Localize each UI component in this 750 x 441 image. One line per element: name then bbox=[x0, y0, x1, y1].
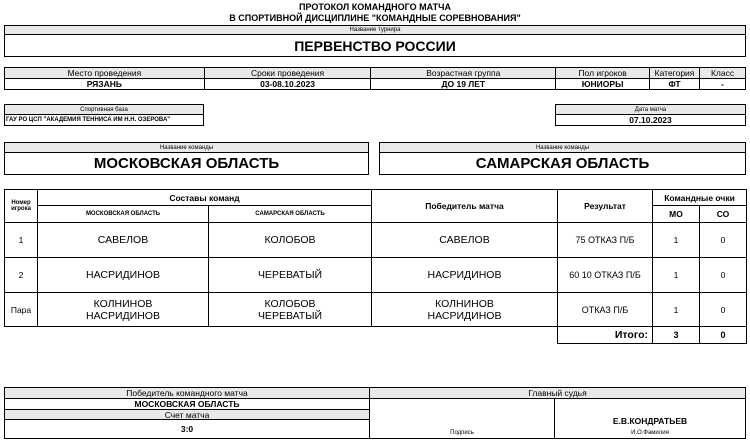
team-winner-label: Победитель командного матча bbox=[5, 388, 369, 399]
category-value: ФТ bbox=[650, 79, 700, 90]
score-value: 3:0 bbox=[180, 424, 194, 434]
row-winner: КОЛНИНОВ bbox=[435, 297, 494, 310]
tournament-label: Название турнира bbox=[5, 26, 745, 35]
row-team1-player: КОЛНИНОВ bbox=[93, 297, 153, 310]
row-team1-players bbox=[38, 293, 209, 327]
match-date-box bbox=[555, 104, 746, 126]
team2-box bbox=[379, 142, 746, 175]
header-co: СО bbox=[700, 206, 747, 223]
header-lineups: Составы команд bbox=[38, 190, 372, 206]
row-team1-player: НАСРИДИНОВ bbox=[38, 258, 209, 293]
class-label: Класс bbox=[700, 68, 746, 79]
row-team2-player: ЧЕРЕВАТЫЙ bbox=[209, 258, 372, 293]
judge-name: Е.В.КОНДРАТЬЕВ bbox=[612, 416, 688, 426]
table-row bbox=[5, 258, 747, 293]
dates-label: Сроки проведения bbox=[204, 68, 371, 79]
row-team2-player: ЧЕРЕВАТЫЙ bbox=[257, 309, 323, 322]
header-player-number bbox=[5, 190, 38, 223]
row-number: Пара bbox=[5, 293, 38, 327]
team1-box bbox=[4, 142, 369, 175]
total-mo: 3 bbox=[653, 327, 700, 344]
row-result: 60 10 ОТКАЗ П/Б bbox=[558, 258, 653, 293]
judge-name-label: И.О.Фамилия bbox=[631, 429, 669, 436]
head-judge-label: Главный судья bbox=[370, 388, 745, 399]
header-mo: МО bbox=[653, 206, 700, 223]
row-team2-player: КОЛОБОВ bbox=[264, 297, 316, 310]
row-team2-player: КОЛОБОВ bbox=[209, 223, 372, 258]
total-co: 0 bbox=[700, 327, 747, 344]
row-number: 1 bbox=[5, 223, 38, 258]
protocol-title-line1: ПРОТОКОЛ КОМАНДНОГО МАТЧА bbox=[299, 2, 451, 12]
table-row bbox=[5, 293, 747, 327]
row-result: 75 ОТКАЗ П/Б bbox=[558, 223, 653, 258]
category-label: Категория bbox=[650, 68, 700, 79]
row-winner: САВЕЛОВ bbox=[372, 223, 558, 258]
team1-label: Название команды bbox=[5, 143, 368, 153]
match-date-value: 07.10.2023 bbox=[629, 115, 672, 125]
score-label: Счет матча bbox=[5, 410, 369, 420]
header-number-line1: Номер bbox=[11, 200, 31, 206]
age-label: Возрастная группа bbox=[371, 68, 556, 79]
total-label: Итого: bbox=[558, 327, 653, 344]
row-mo-points: 1 bbox=[653, 258, 700, 293]
header-number-line2: игрока bbox=[11, 206, 31, 212]
signature-label: Подпись bbox=[450, 429, 474, 436]
place-label: Место проведения bbox=[5, 68, 205, 79]
header-result: Результат bbox=[558, 190, 653, 223]
row-winner: НАСРИДИНОВ bbox=[427, 309, 502, 322]
footer-box bbox=[4, 387, 746, 439]
age-value: ДО 19 ЛЕТ bbox=[371, 79, 556, 90]
team-winner-value: МОСКОВСКАЯ ОБЛАСТЬ bbox=[5, 399, 369, 410]
protocol-title-line2: В СПОРТИВНОЙ ДИСЦИПЛИНЕ "КОМАНДНЫЕ СОРЕВНОВАНИЯ" bbox=[229, 12, 521, 23]
info-table bbox=[4, 67, 746, 90]
gender-label: Пол игроков bbox=[556, 68, 650, 79]
row-co-points: 0 bbox=[700, 293, 747, 327]
row-co-points: 0 bbox=[700, 223, 747, 258]
tournament-name: ПЕРВЕНСТВО РОССИИ bbox=[294, 37, 456, 54]
team2-name: САМАРСКАЯ ОБЛАСТЬ bbox=[475, 155, 650, 172]
tournament-box bbox=[4, 25, 746, 57]
row-team1-player: НАСРИДИНОВ bbox=[86, 309, 160, 322]
row-mo-points: 1 bbox=[653, 293, 700, 327]
team1-name: МОСКОВСКАЯ ОБЛАСТЬ bbox=[93, 155, 280, 172]
header-team2: САМАРСКАЯ ОБЛАСТЬ bbox=[209, 206, 372, 223]
class-value: - bbox=[700, 79, 746, 90]
total-spacer bbox=[5, 327, 558, 344]
header-team-points: Командные очки bbox=[653, 190, 747, 206]
row-result: ОТКАЗ П/Б bbox=[558, 293, 653, 327]
row-number: 2 bbox=[5, 258, 38, 293]
row-co-points: 0 bbox=[700, 258, 747, 293]
table-row bbox=[5, 223, 747, 258]
row-winners bbox=[372, 293, 558, 327]
header-team1: МОСКОВСКАЯ ОБЛАСТЬ bbox=[38, 206, 209, 223]
gender-value: ЮНИОРЫ bbox=[556, 79, 650, 90]
header-match-winner: Победитель матча bbox=[372, 190, 558, 223]
row-winner: НАСРИДИНОВ bbox=[372, 258, 558, 293]
place-value: РЯЗАНЬ bbox=[5, 79, 205, 90]
sports-base-box bbox=[4, 104, 204, 126]
row-team1-player: САВЕЛОВ bbox=[38, 223, 209, 258]
row-mo-points: 1 bbox=[653, 223, 700, 258]
results-table bbox=[4, 189, 747, 344]
team2-label: Название команды bbox=[380, 143, 745, 153]
sports-base-value: ГАУ РО ЦСП "АКАДЕМИЯ ТЕННИСА ИМ Н.Н. ОЗЕРОВА" bbox=[6, 117, 171, 123]
sports-base-label: Спортивная база bbox=[5, 105, 203, 115]
total-row bbox=[5, 327, 747, 344]
dates-value: 03-08.10.2023 bbox=[204, 79, 371, 90]
row-team2-players bbox=[209, 293, 372, 327]
match-date-label: Дата матча bbox=[556, 105, 745, 115]
